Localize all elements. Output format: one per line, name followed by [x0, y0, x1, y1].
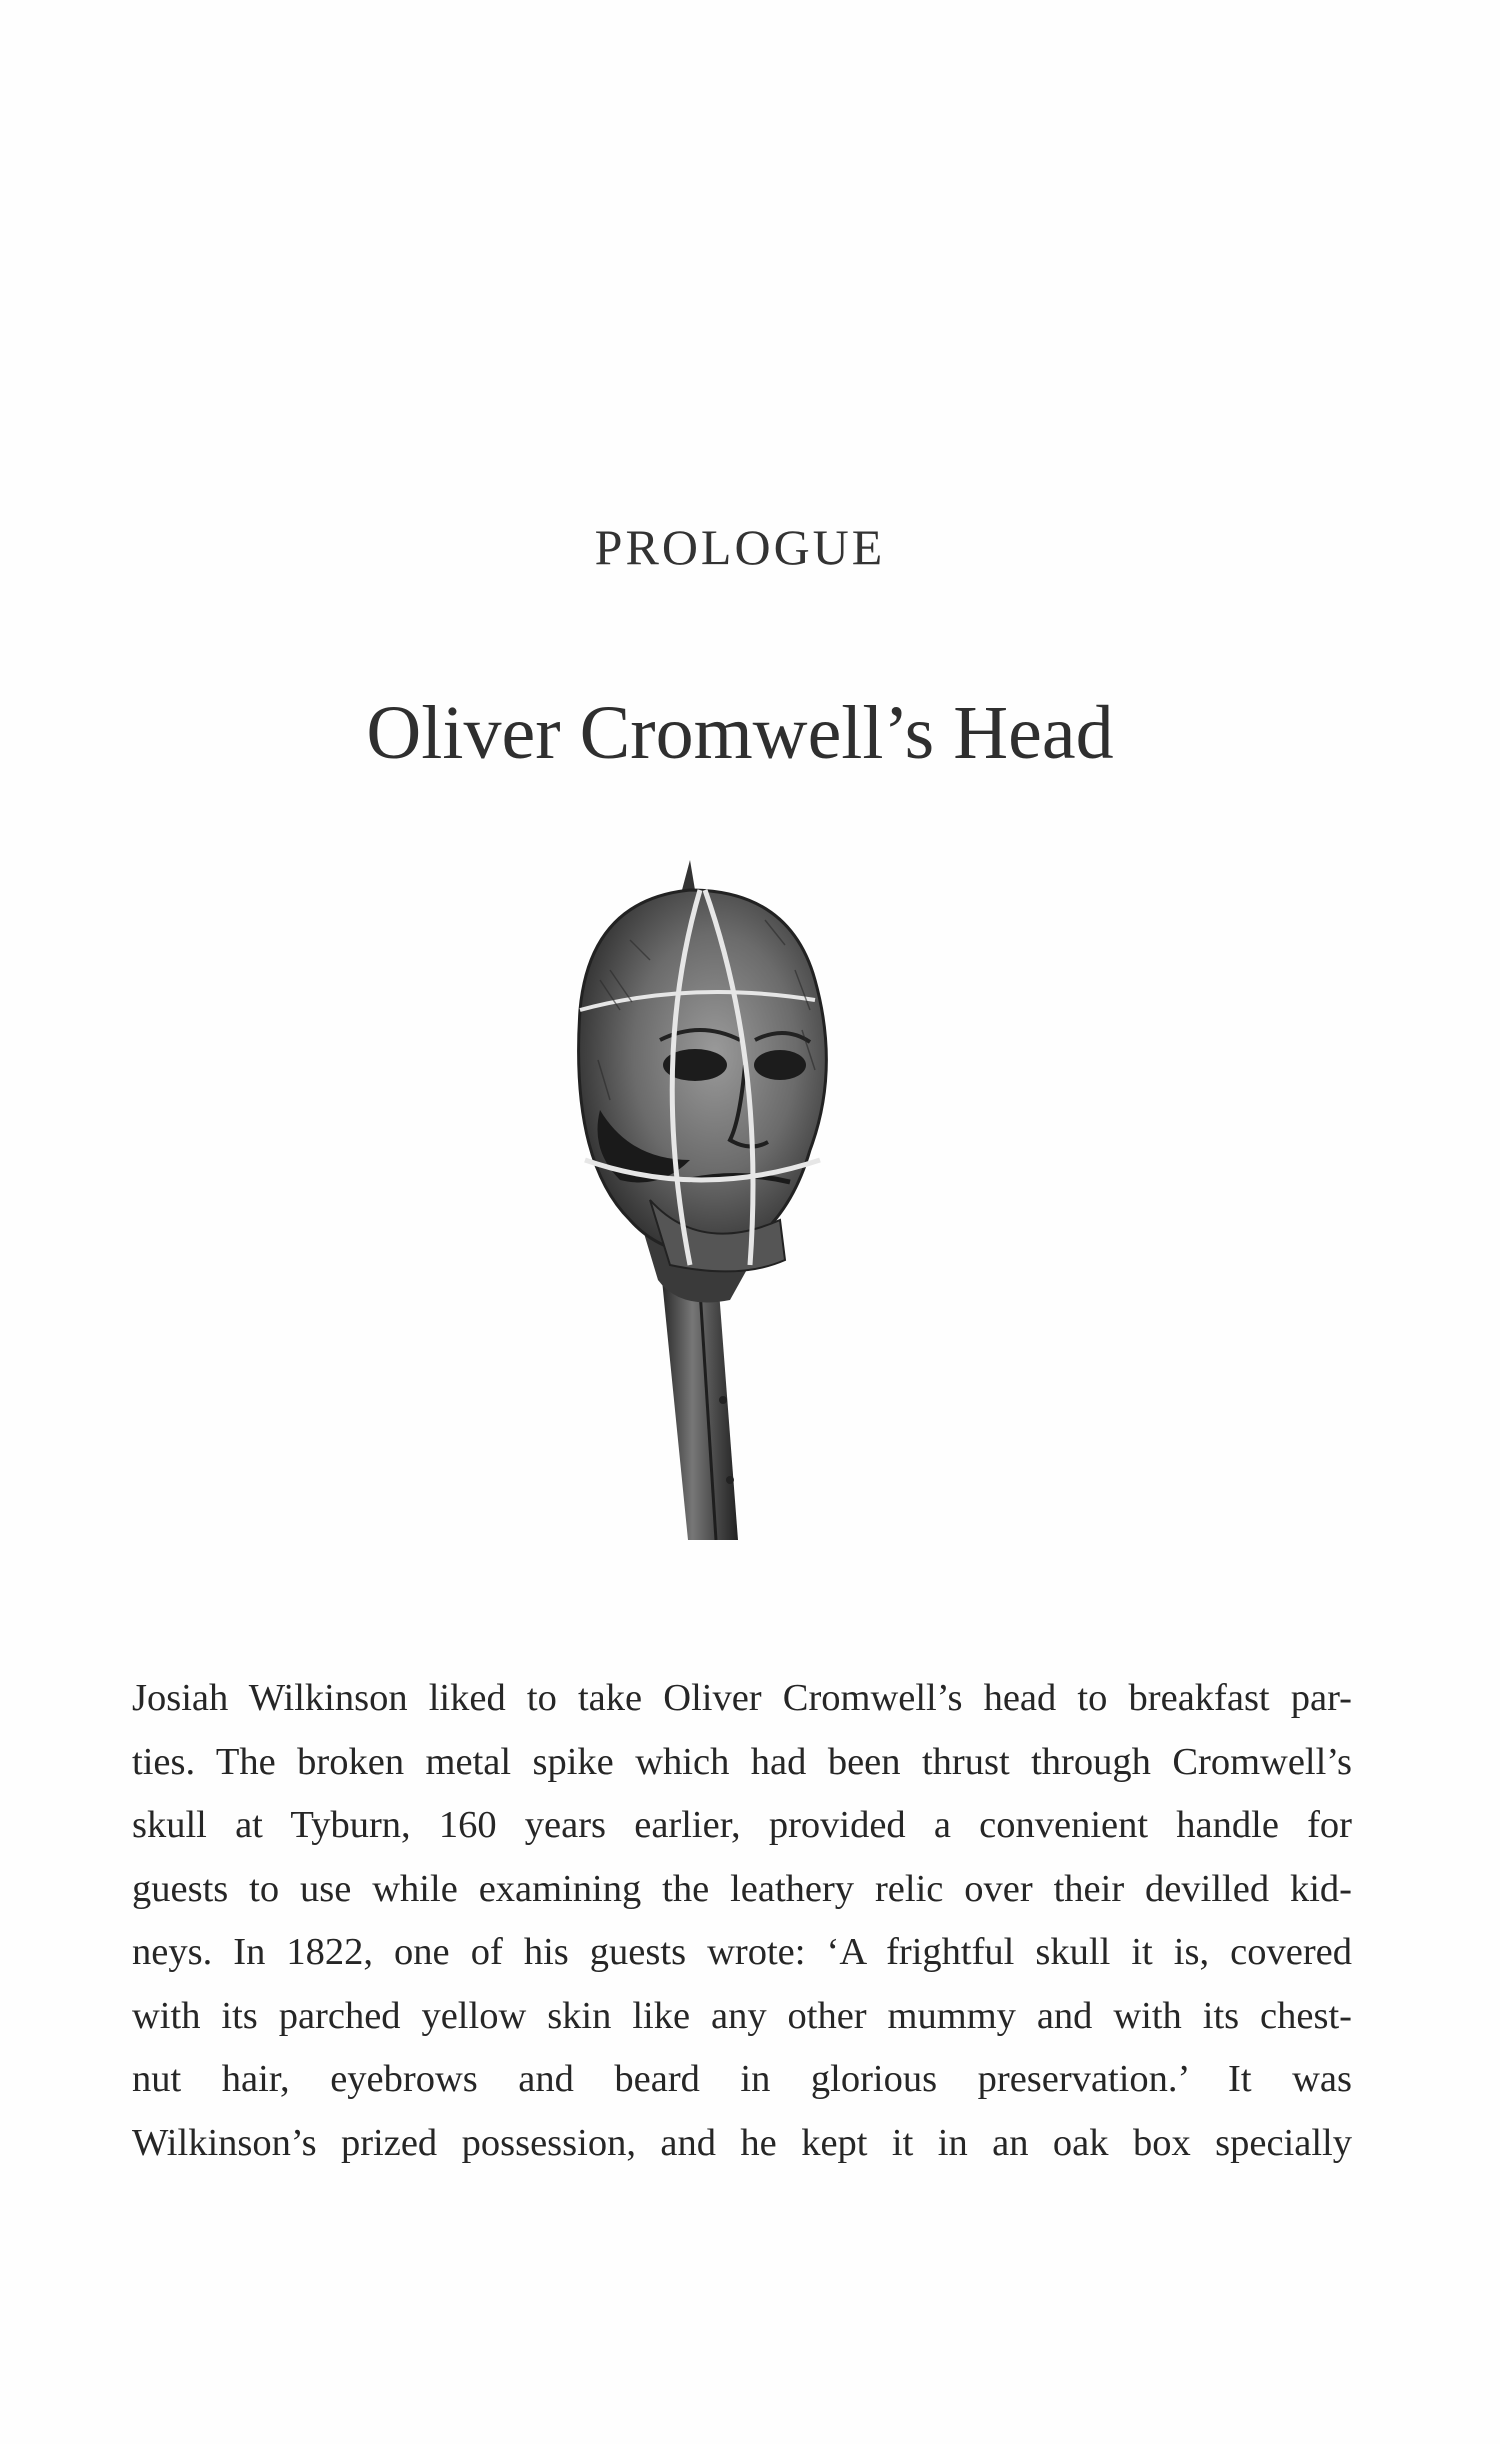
body-line: ties. The broken metal spike which had been thrust through Cromwell’s [132, 1740, 1352, 1783]
body-line: Josiah Wilkinson liked to take Oliver Cromwell’s head to breakfast par- [132, 1677, 1352, 1719]
body-line: neys. In 1822, one of his guests wrote: ‘A frightful skull it is, covered [132, 1931, 1352, 1973]
body-line: nut hair, eyebrows and beard in glorious preservation.’ It was [132, 2058, 1352, 2100]
body-line: guests to use while examining the leathery relic over their devilled kid- [132, 1867, 1352, 1910]
body-line: with its parched yellow skin like any other mummy and with its chest- [132, 1994, 1352, 2037]
body-text [132, 1667, 1352, 2175]
cromwell-head-illustration [540, 860, 940, 1540]
body-line: skull at Tyburn, 160 years earlier, provided a convenient handle for [132, 1804, 1352, 1846]
section-label: PROLOGUE [594, 519, 886, 575]
body-line: Wilkinson’s prized possession, and he kept it in an oak box specially [132, 2121, 1352, 2164]
chapter-title: Oliver Cromwell’s Head [366, 691, 1114, 775]
